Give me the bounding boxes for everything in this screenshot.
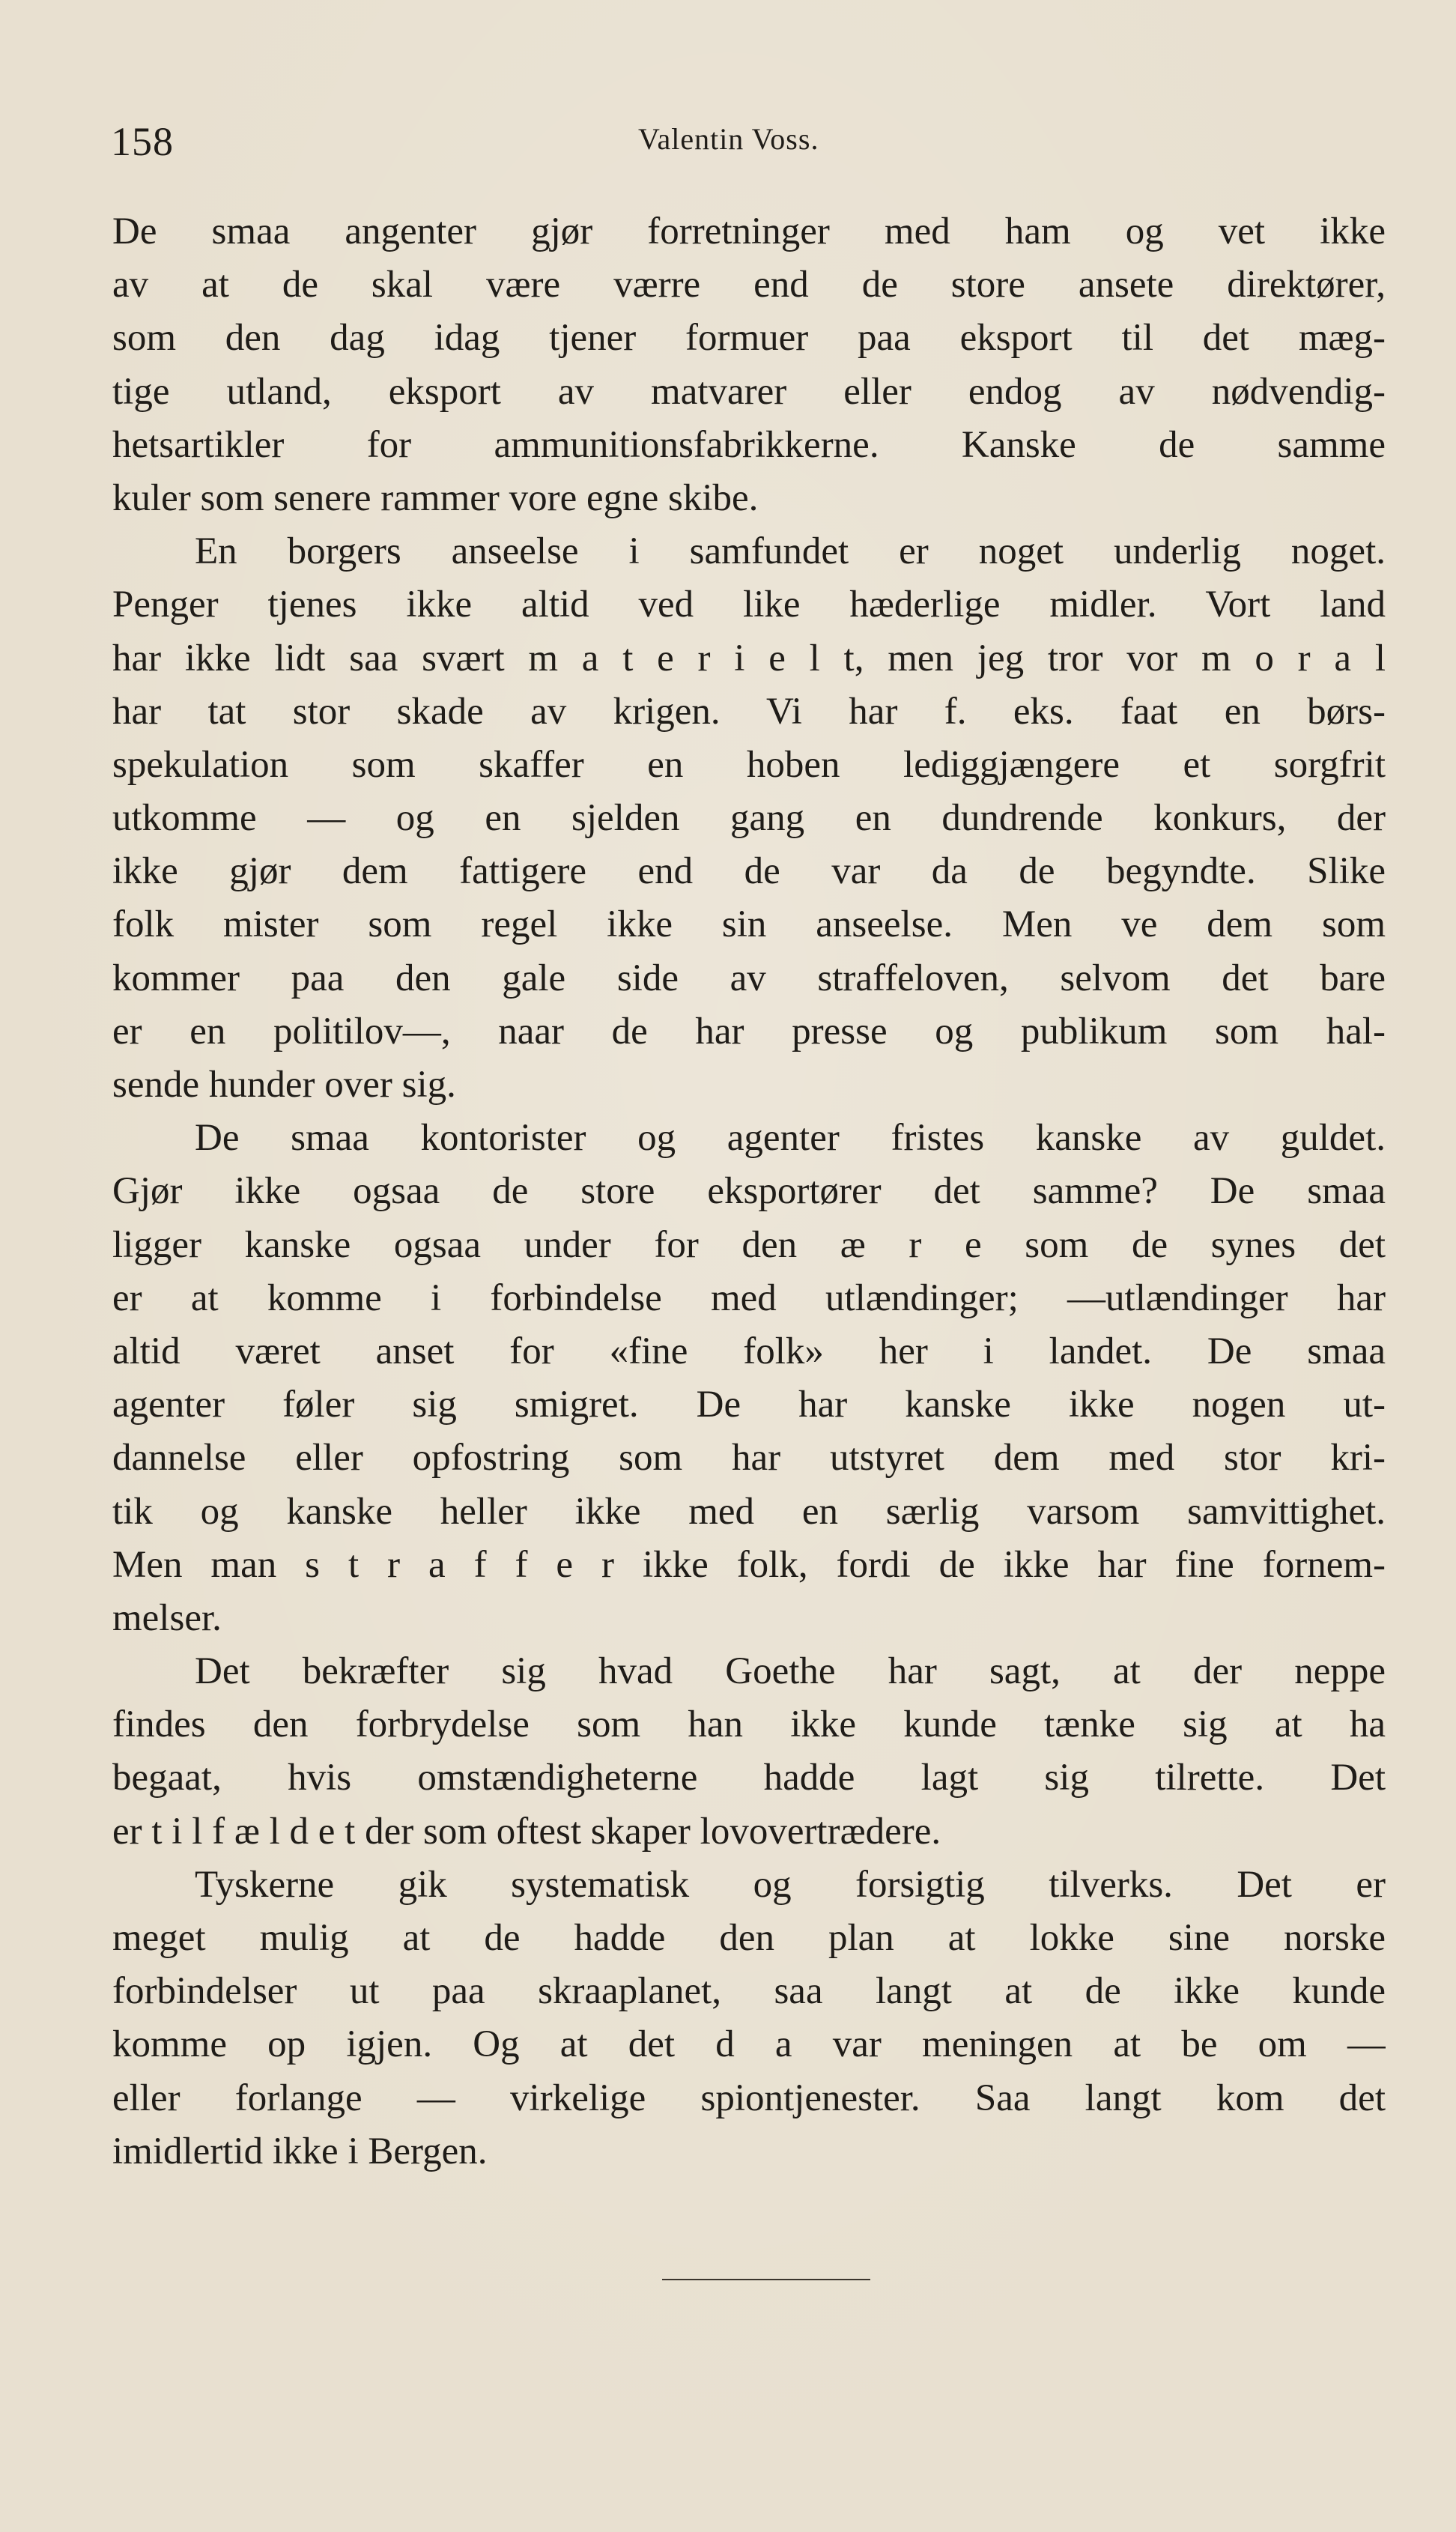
text-line: har ikke lidt saa svært m a t e r i e l t, men jeg tror vor m o r a l xyxy=(112,637,1386,679)
text-line: melser. xyxy=(112,1596,222,1639)
text-line: imidlertid ikke i Bergen. xyxy=(112,2130,488,2172)
text-line: kommer paa den gale side av straffeloven, selvom det bare xyxy=(112,957,1386,999)
text-line: har tat stor skade av krigen. Vi har f. eks. faat en børs- xyxy=(112,690,1386,733)
text-line: tik og kanske heller ikke med en særlig varsom samvittighet. xyxy=(112,1490,1386,1533)
text-line: er t i l f æ l d e t der som oftest skaper lovovertrædere. xyxy=(112,1810,941,1853)
text-line: utkomme — og en sjelden gang en dundrende konkurs, der xyxy=(112,797,1386,840)
text-line: Men man s t r a f f e r ikke folk, fordi de ikke har fine fornem- xyxy=(112,1543,1386,1586)
text-line: kuler som senere rammer vore egne skibe. xyxy=(112,476,759,519)
body-text xyxy=(112,205,1386,2178)
text-line: komme op igjen. Og at det d a var meningen at be om — xyxy=(112,2023,1386,2066)
text-line: De smaa kontorister og agenter fristes kanske av guldet. xyxy=(195,1117,1386,1160)
text-line: hetsartikler for ammunitionsfabrikkerne. Kanske de samme xyxy=(112,423,1386,466)
text-line: er en politilov—, naar de har presse og publikum som hal- xyxy=(112,1010,1386,1053)
running-title: Valentin Voss. xyxy=(638,122,819,156)
text-line: findes den forbrydelse som han ikke kunde tænke sig at ha xyxy=(112,1703,1386,1746)
text-line: sende hunder over sig. xyxy=(112,1064,456,1106)
text-line: ikke gjør dem fattigere end de var da de begyndte. Slike xyxy=(112,850,1386,893)
text-line: begaat, hvis omstændigheterne hadde lagt sig tilrette. Det xyxy=(112,1757,1386,1799)
page-number: 158 xyxy=(111,119,174,164)
text-line: Penger tjenes ikke altid ved like hæderlige midler. Vort land xyxy=(112,584,1386,626)
text-line: De smaa angenter gjør forretninger med ham og vet ikke xyxy=(112,211,1386,252)
text-line: Tyskerne gik systematisk og forsigtig tilverks. Det er xyxy=(195,1863,1386,1906)
text-line: som den dag idag tjener formuer paa eksport til det mæg- xyxy=(112,317,1386,360)
text-line: av at de skal være værre end de store ansete direktører, xyxy=(112,264,1386,306)
text-line: agenter føler sig smigret. De har kanske ikke nogen ut- xyxy=(112,1384,1386,1426)
text-line: En borgers anseelse i samfundet er noget underlig noget. xyxy=(195,530,1386,573)
text-line: meget mulig at de hadde den plan at lokke sine norske xyxy=(112,1917,1386,1959)
text-line: tige utland, eksport av matvarer eller endog av nødvendig- xyxy=(112,370,1386,413)
text-line: folk mister som regel ikke sin anseelse. Men ve dem som xyxy=(112,903,1386,946)
text-line: forbindelser ut paa skraaplanet, saa langt at de ikke kunde xyxy=(112,1970,1386,2013)
running-head xyxy=(111,118,1377,171)
text-line: Gjør ikke ogsaa de store eksportører det samme? De smaa xyxy=(112,1170,1386,1213)
text-line: Det bekræfter sig hvad Goethe har sagt, at der neppe xyxy=(195,1650,1386,1693)
text-line: ligger kanske ogsaa under for den æ r e som de synes det xyxy=(112,1223,1386,1266)
section-end-rule xyxy=(662,2279,870,2280)
text-line: er at komme i forbindelse med utlændinger; —utlændinger har xyxy=(112,1276,1386,1319)
text-line: eller forlange — virkelige spiontjenester. Saa langt kom det xyxy=(112,2077,1386,2119)
text-line: dannelse eller opfostring som har utstyret dem med stor kri- xyxy=(112,1437,1386,1479)
text-line: spekulation som skaffer en hoben lediggjængere et sorgfrit xyxy=(112,743,1386,786)
text-line: altid været anset for «fine folk» her i landet. De smaa xyxy=(112,1330,1386,1372)
